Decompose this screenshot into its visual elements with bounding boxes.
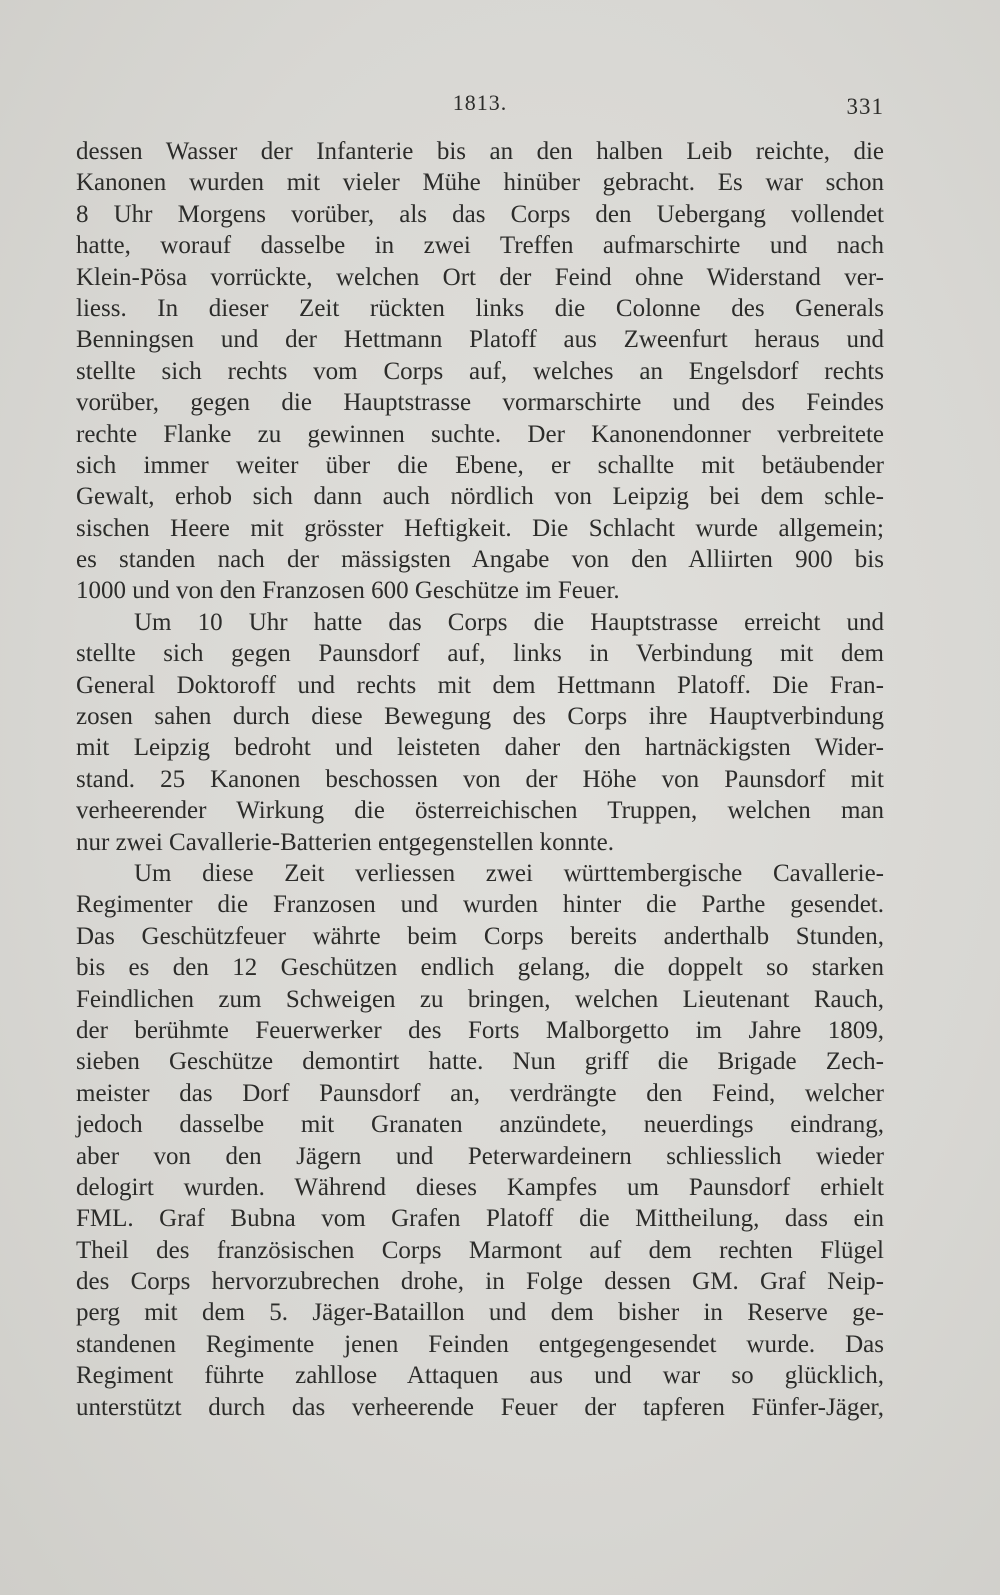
text-line: mit Leipzig bedroht und leisteten daher den hartnäckigsten Wider- [76,734,884,762]
text-line: nur zwei Cavallerie-Batterien entgegenstellen konnte. [76,828,614,856]
text-line: liess. In dieser Zeit rückten links die Colonne des Generals [76,294,884,322]
text-line: stand. 25 Kanonen beschossen von der Höhe von Paunsdorf mit [76,765,884,793]
text-line: jedoch dasselbe mit Granaten anzündete, neuerdings eindrang, [76,1111,884,1139]
text-line: bis es den 12 Geschützen endlich gelang, die doppelt so starken [76,954,884,982]
text-line: Das Geschützfeuer währte beim Corps bereits anderthalb Stunden, [76,922,884,950]
text-line: 8 Uhr Morgens vorüber, als das Corps den Uebergang vollendet [76,200,884,228]
text-line: Kanonen wurden mit vieler Mühe hinüber gebracht. Es war schon [76,169,884,197]
page-number: 331 [846,94,884,119]
text-line: stellte sich gegen Paunsdorf auf, links in Verbindung mit dem [76,640,884,668]
text-line: Feindlichen zum Schweigen zu bringen, welchen Lieutenant Rauch, [76,985,884,1013]
text-line: meister das Dorf Paunsdorf an, verdrängte den Feind, welcher [76,1079,884,1107]
text-line: perg mit dem 5. Jäger-Bataillon und dem bisher in Reserve ge- [76,1299,884,1327]
text-line: Gewalt, erhob sich dann auch nördlich von Leipzig bei dem schle- [76,483,884,511]
text-line: sieben Geschütze demontirt hatte. Nun griff die Brigade Zech- [76,1048,884,1076]
text-line: sich immer weiter über die Ebene, er schallte mit betäubender [76,451,884,479]
text-line: dessen Wasser der Infanterie bis an den halben Leib reichte, die [76,138,884,165]
text-line: Um 10 Uhr hatte das Corps die Hauptstrasse erreicht und [134,608,884,636]
text-line: zosen sahen durch diese Bewegung des Corps ihre Hauptverbindung [76,703,884,731]
text-line: sischen Heere mit grösster Heftigkeit. Die Schlacht wurde allgemein; [76,514,884,542]
text-line: verheerender Wirkung die österreichischen Truppen, welchen man [76,797,884,825]
text-line: der berühmte Feuerwerker des Forts Malborgetto im Jahre 1809, [76,1016,884,1044]
text-line: des Corps hervorzubrechen drohe, in Folge dessen GM. Graf Neip- [76,1268,884,1296]
text-line: delogirt wurden. Während dieses Kampfes um Paunsdorf erhielt [76,1173,884,1201]
text-line: aber von den Jägern und Peterwardeinern schliesslich wieder [76,1142,884,1170]
text-line: Klein-Pösa vorrückte, welchen Ort der Feind ohne Widerstand ver- [76,263,884,291]
running-head-year: 1813. [452,90,508,115]
text-line: hatte, worauf dasselbe in zwei Treffen aufmarschirte und nach [76,232,884,260]
text-line: 1000 und von den Franzosen 600 Geschütze im Feuer. [76,577,620,605]
text-line: Um diese Zeit verliessen zwei württembergische Cavallerie- [134,859,884,887]
text-line: rechte Flanke zu gewinnen suchte. Der Kanonendonner verbreitete [76,420,884,448]
text-line: stellte sich rechts vom Corps auf, welches an Engelsdorf rechts [76,357,884,385]
text-line: unterstützt durch das verheerende Feuer der tapferen Fünfer-Jäger, [76,1393,884,1421]
text-line: General Doktoroff und rechts mit dem Hettmann Platoff. Die Fran- [76,671,884,699]
text-line: vorüber, gegen die Hauptstrasse vormarschirte und des Feindes [76,389,884,417]
text-line: FML. Graf Bubna vom Grafen Platoff die Mittheilung, dass ein [76,1205,884,1233]
text-line: standenen Regimente jenen Feinden entgegengesendet wurde. Das [76,1330,884,1358]
running-header [76,86,884,126]
text-line: Regiment führte zahllose Attaquen aus und war so glücklich, [76,1362,884,1390]
text-line: Regimenter die Franzosen und wurden hinter die Parthe gesendet. [76,891,884,919]
body-text [76,136,884,1423]
text-line: Theil des französischen Corps Marmont auf dem rechten Flügel [76,1236,884,1264]
text-line: es standen nach der mässigsten Angabe von den Alliirten 900 bis [76,546,884,574]
text-line: Benningsen und der Hettmann Platoff aus Zweenfurt heraus und [76,326,884,354]
